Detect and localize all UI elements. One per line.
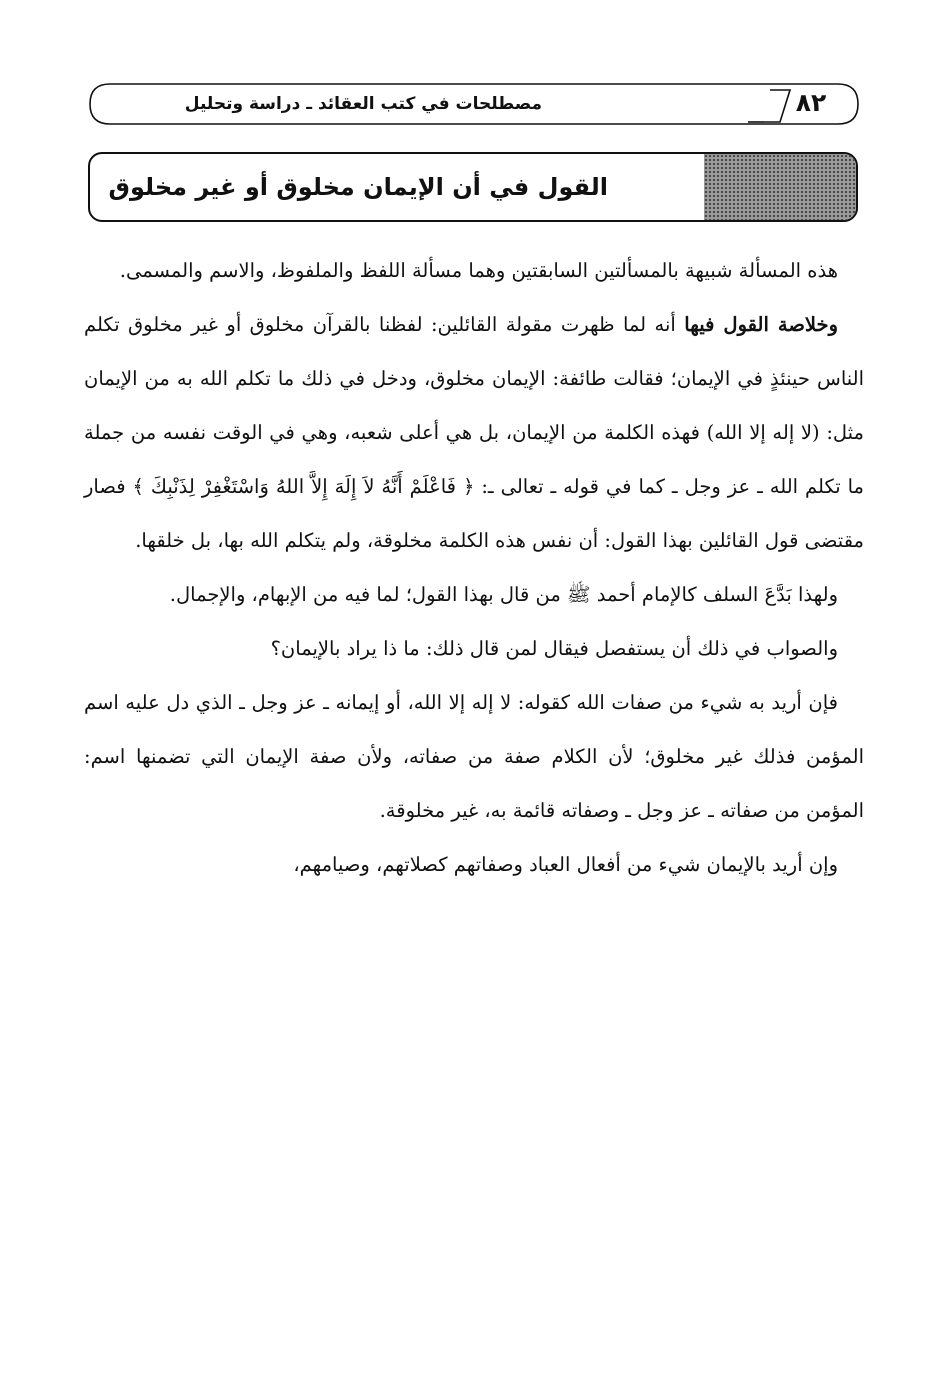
body-text (84, 244, 864, 892)
paragraph: وإن أريد بالإيمان شيء من أفعال العباد وصفاتهم كصلاتهم، وصيامهم، (293, 853, 838, 876)
heading-ornament (704, 154, 856, 220)
book-title: مصطلحات في كتب العقائد ـ دراسة وتحليل (184, 94, 542, 114)
section-heading-box (88, 152, 858, 222)
running-header (88, 82, 860, 126)
page-number: ٨٢ (795, 88, 827, 117)
paragraph (84, 298, 864, 568)
paragraph: فإن أريد به شيء من صفات الله كقوله: لا إله إلا الله، أو إيمانه ـ عز وجل ـ الذي دل عليه اسم المؤمن فذلك غير مخلوق؛ لأن الكلام صفة من صفاته، ولأن صفة الإيمان التي تضمنها اسم: المؤمن من صفاته ـ عز وجل ـ وصفاته قائمة به، غير مخلوقة. (84, 691, 864, 822)
section-title: القول في أن الإيمان مخلوق أو غير مخلوق (108, 173, 608, 201)
paragraph: هذه المسألة شبيهة بالمسألتين السابقتين وهما مسألة اللفظ والملفوظ، والاسم والمسمى. (119, 259, 838, 282)
bold-lead: وخلاصة القول فيها (684, 313, 839, 336)
paragraph: ولهذا بَدَّعَ السلف كالإمام أحمد ﷺ من قال بهذا القول؛ لما فيه من الإبهام، والإجمال. (169, 583, 838, 606)
paragraph: والصواب في ذلك أن يستفصل فيقال لمن قال ذلك: ما ذا يراد بالإيمان؟ (270, 637, 838, 660)
paragraph-text: أنه لما ظهرت مقولة القائلين: لفظنا بالقرآن مخلوق أو غير مخلوق تكلم الناس حينئذٍ في الإيمان؛ فقالت طائفة: الإيمان مخلوق، ودخل في ذلك ما تكلم الله به من الإيمان مثل: (لا إله إلا الله) فهذه الكلمة من الإيمان، بل هي أعلى شعبه، وهي في الوقت نفسه من جملة ما تكلم الله ـ عز وجل ـ كما في قوله ـ تعالى ـ: ﴿ فَاعْلَمْ أَنَّهُ لاَ إِلَهَ إِلاَّ اللهُ وَاسْتَغْفِرْ لِذَنْبِكَ ﴾ فصار مقتضى قول القائلين بهذا القول: أن نفس هذه الكلمة مخلوقة، ولم يتكلم الله بها، بل خلقها. (84, 313, 864, 552)
